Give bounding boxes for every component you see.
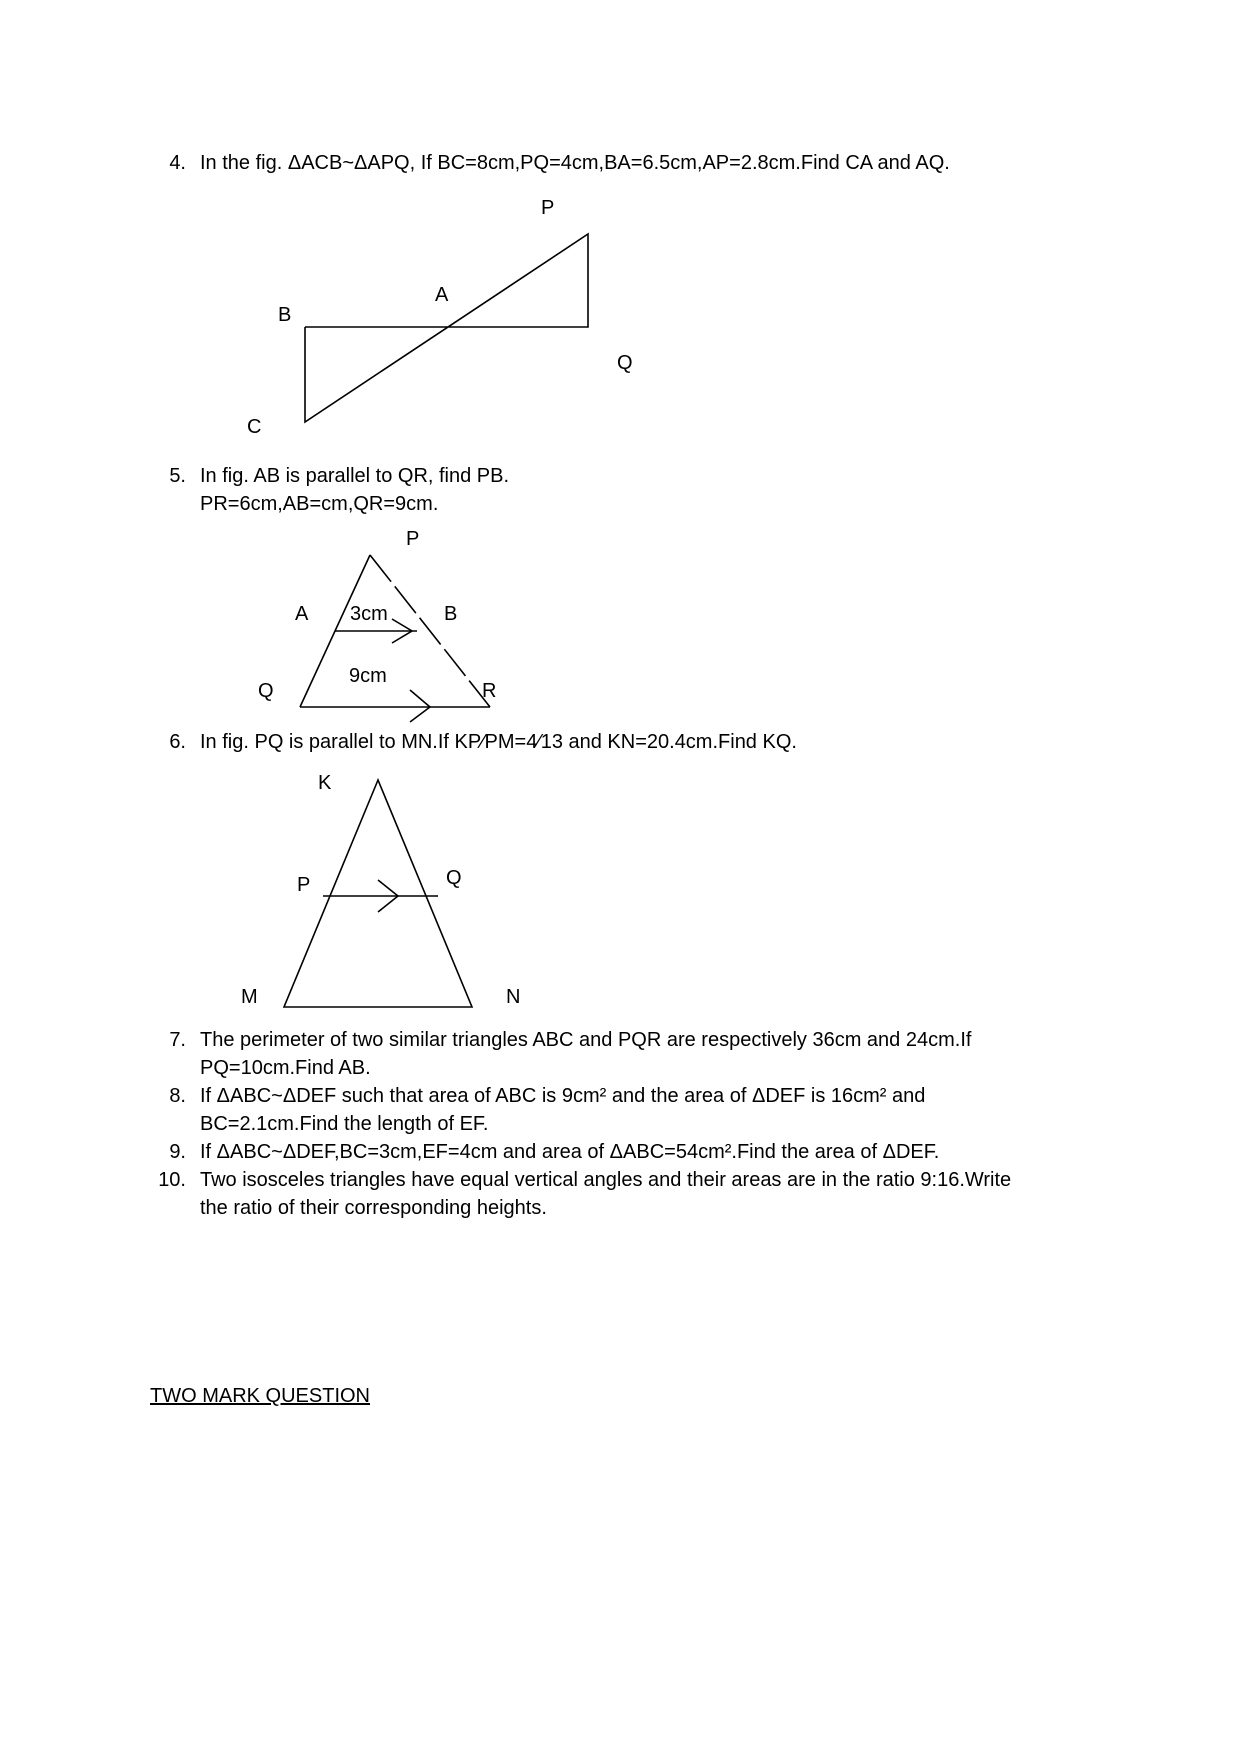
fig6-triangle-kmn: [284, 780, 472, 1007]
fig6-label-p: P: [297, 874, 311, 896]
fig6-label-k: K: [318, 772, 332, 794]
fig6-label-q: Q: [446, 867, 462, 889]
question-text-line-2: the ratio of their corresponding heights.: [200, 1197, 547, 1219]
question-text-line-2: BC=2.1cm.Find the length of EF.: [200, 1113, 489, 1135]
fig4-label-p: P: [541, 197, 555, 219]
fig4-label-a: A: [435, 284, 449, 306]
question-number: 8.: [169, 1085, 186, 1107]
fig5-label-a: A: [295, 603, 309, 625]
question-number: 4.: [169, 152, 186, 174]
question-number: 10.: [158, 1169, 186, 1191]
fig5-side-pr: [370, 555, 490, 707]
fig6-parallel-arrow: [378, 880, 398, 912]
fig5-label-q: Q: [258, 680, 274, 702]
question-text: If ΔABC~ΔDEF,BC=3cm,EF=4cm and area of ΔABC=54cm².Find the area of ΔDEF.: [200, 1141, 940, 1163]
fig5-length-qr: 9cm: [349, 665, 387, 687]
fig6-label-m: M: [241, 986, 258, 1008]
fig5-side-pq: [300, 555, 370, 707]
fig5-length-ab: 3cm: [350, 603, 388, 625]
fig5-label-b: B: [444, 603, 458, 625]
question-text-line-1: Two isosceles triangles have equal vertical angles and their areas are in the ratio 9:16.Write: [200, 1169, 1012, 1191]
fig4-label-c: C: [247, 416, 262, 438]
question-text-line-1: The perimeter of two similar triangles ABC and PQR are respectively 36cm and 24cm.If: [200, 1029, 972, 1051]
fig5-label-r: R: [482, 680, 497, 702]
fig4-label-b: B: [278, 304, 292, 326]
question-text-line-1: If ΔABC~ΔDEF such that area of ABC is 9cm² and the area of ΔDEF is 16cm² and: [200, 1085, 926, 1107]
fig4-triangles: [305, 234, 588, 422]
question-number: 9.: [169, 1141, 186, 1163]
fig5-label-p: P: [406, 528, 420, 550]
question-number: 7.: [169, 1029, 186, 1051]
fig4-label-q: Q: [617, 352, 633, 374]
question-text: In the fig. ΔACB~ΔAPQ, If BC=8cm,PQ=4cm,BA=6.5cm,AP=2.8cm.Find CA and AQ.: [200, 152, 950, 174]
question-number: 6.: [169, 731, 186, 753]
fig6-label-n: N: [506, 986, 521, 1008]
question-text: In fig. PQ is parallel to MN.If KP⁄PM=4⁄13 and KN=20.4cm.Find KQ.: [200, 731, 797, 753]
fig5-parallel-arrow-ab: [392, 619, 412, 643]
section-heading: TWO MARK QUESTION: [150, 1385, 370, 1407]
question-number: 5.: [169, 465, 186, 487]
fig5-parallel-arrow-qr: [410, 690, 430, 722]
question-text-line-1: In fig. AB is parallel to QR, find PB.: [200, 465, 510, 487]
question-text-line-2: PQ=10cm.Find AB.: [200, 1057, 371, 1079]
question-text-line-2: PR=6cm,AB=cm,QR=9cm.: [200, 493, 439, 515]
